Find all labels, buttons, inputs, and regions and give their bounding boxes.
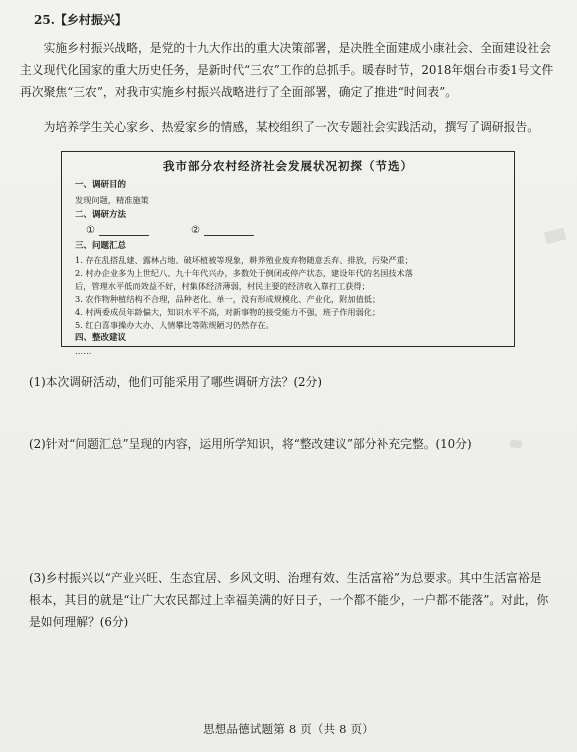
issue-4: 4. 村两委成员年龄偏大，知识水平不高，对新事物的接受能力不强，班子作用弱化；: [75, 307, 381, 317]
report-title: 我市部分农村经济社会发展状况初探（节选）: [163, 159, 413, 173]
issue-2b: 后，管理水平低而效益不好，村集体经济薄弱，村民主要的经济收入靠打工获得；: [75, 281, 370, 291]
scan-smudge: [544, 228, 566, 245]
question-2: (2)针对“问题汇总”呈现的内容，运用所学知识，将“整改建议”部分补充完整。(10分): [29, 437, 472, 451]
page-footer: 思想品德试题第 8 页（共 8 页）: [203, 722, 374, 736]
research-report-box: [61, 151, 515, 356]
report-section-suggestions: 四、整改建议: [75, 333, 127, 343]
method-number-1: ①: [86, 225, 95, 236]
context-paragraph: 为培养学生关心家乡、热爱家乡的情感，某校组织了一次专题社会实践活动，撰写了调研报告。: [43, 120, 540, 134]
question-3: (3)乡村振兴以“产业兴旺、生态宜居、乡风文明、治理有效、生活富裕”为总要求。其中生活富裕是根本，其目的就是“让广大农民都过上幸福美满的好日子，一个都不能少，一户都不能落”。对此，你是如何理解？(6分): [29, 571, 549, 629]
issue-2a: 2. 村办企业多为上世纪八、九十年代兴办，多数处于倒闭或停产状态，建设年代的名国技术落: [75, 268, 413, 278]
report-section-issues: 三、问题汇总: [75, 241, 127, 251]
issue-1: 1. 存在乱搭乱建、露林占地、破坏植被等现象，耕养殖业废弃物随意丢弃、排放，污染严重；: [75, 255, 413, 265]
report-section-purpose: 一、调研目的: [75, 180, 127, 190]
report-ellipsis: ……: [75, 346, 92, 356]
report-section-methods: 二、调研方法: [75, 210, 127, 220]
intro-paragraph: 实施乡村振兴战略，是党的十九大作出的重大决策部署，是决胜全面建成小康社会、全面建设社会主义现代化国家的重大历史任务，是新时代“三农”工作的总抓手。暖春时节，2018年烟台市委1号文件再次聚焦“三农”，对我市实施乡村振兴战略进行了全面部署，确定了推进“时间表”。: [20, 41, 554, 99]
issue-3: 3. 农作物种植结构不合理，品种老化、单一，没有形成规模化、产业化，附加值低；: [75, 294, 381, 304]
question-1: (1)本次调研活动，他们可能采用了哪些调研方法？(2分): [29, 375, 322, 389]
issue-5: 5. 红白喜事操办大办、人情攀比等陈规陋习仍然存在。: [75, 320, 274, 330]
report-purpose-text: 发现问题，精准施策: [75, 195, 149, 205]
question-title: 25.【乡村振兴】: [34, 13, 127, 27]
method-number-2: ②: [191, 225, 200, 236]
method-blank-1: [99, 235, 149, 236]
method-blank-2: [204, 235, 254, 236]
method-fill-line: [86, 225, 486, 237]
